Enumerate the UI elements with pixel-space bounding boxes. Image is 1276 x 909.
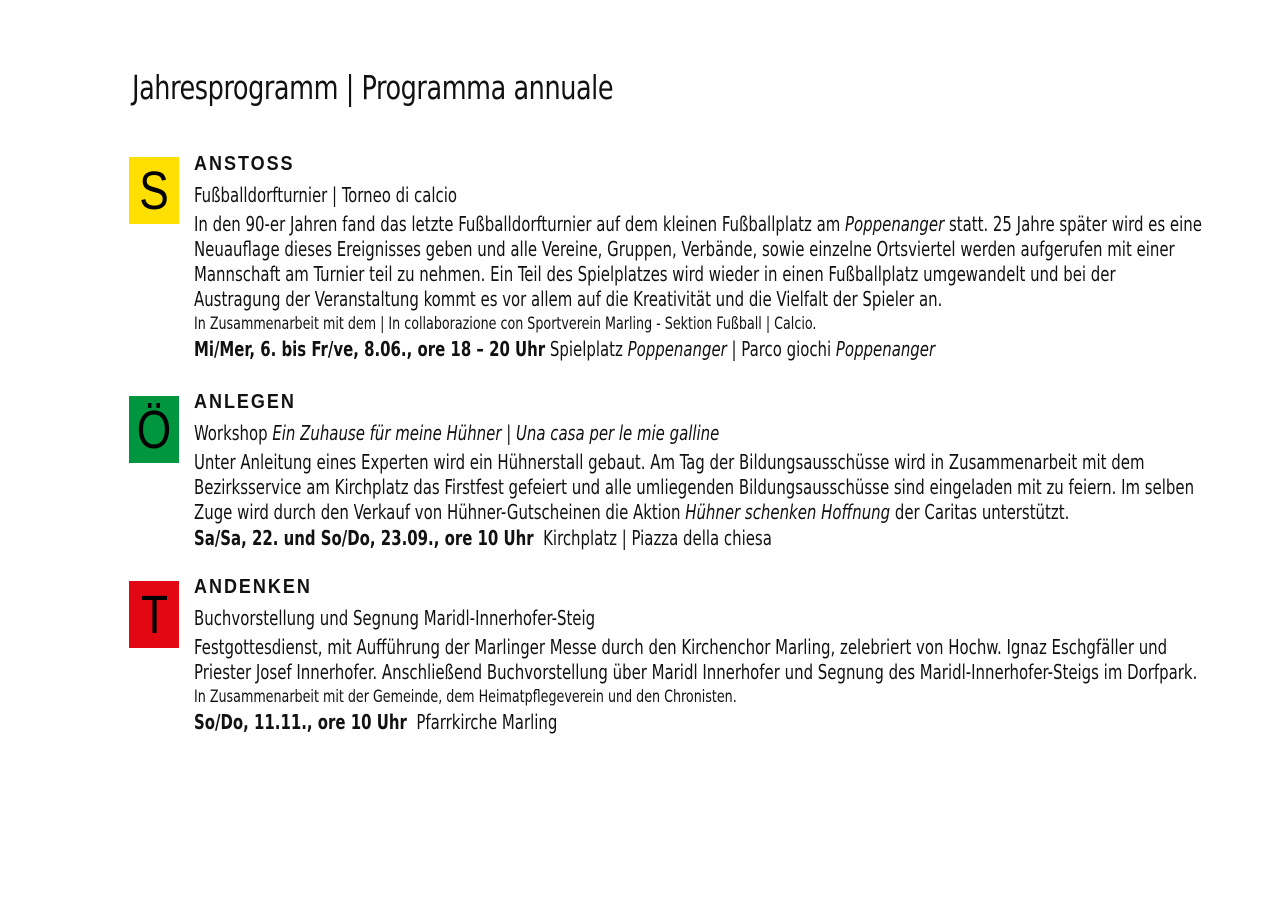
letter-badge-t (129, 581, 179, 648)
badge-letter: Ö (136, 399, 172, 460)
section-text-block (194, 420, 1204, 551)
letter-badge-s (129, 157, 179, 224)
event-date: Sa/Sa, 22. und So/Do, 23.09., ore 10 Uhr (194, 526, 534, 550)
section-heading: ANDENKEN (194, 576, 312, 598)
section-text-block (194, 182, 1204, 362)
section-collaboration-note: In Zusammenarbeit mit der Gemeinde, dem Heimatpflegeverein und den Chronisten. (194, 687, 737, 707)
section-description: In den 90-er Jahren fand das letzte Fußballdorfturnier auf dem kleinen Fußballplatz am Poppenanger statt. 25 Jahre später wird es eine Neuauflage dieses Ereignisses geben und alle Vereine, Gruppen, Verbände, sowie einzelne Ortsviertel werden aufgerufen mit einer Mannschaft am Turnier teil zu nehmen. Ein Teil des Spielplatzes wird wieder in einen Fußballplatz umgewandelt und bei der Austragung der Veranstaltung kommt es vor allem auf die Kreativität und die Vielfalt der Spieler an. (194, 212, 1202, 311)
event-date: Mi/Mer, 6. bis Fr/ve, 8.06., ore 18 – 20 Uhr (194, 337, 546, 361)
badge-letter: T (140, 584, 168, 645)
section-text-block (194, 605, 1204, 735)
page-title: Jahresprogramm | Programma annuale (132, 68, 614, 107)
section-date-place: Sa/Sa, 22. und So/Do, 23.09., ore 10 Uhr Kirchplatz | Piazza della chiesa (194, 526, 772, 550)
section-heading: ANSTOSS (194, 153, 295, 175)
section-content (194, 389, 1204, 551)
section-subtitle: Buchvorstellung und Segnung Maridl-Innerhofer-Steig (194, 606, 596, 630)
section-subtitle: Workshop Ein Zuhause für meine Hühner | Una casa per le mie galline (194, 421, 720, 445)
badge-letter: S (139, 160, 169, 221)
section-content (194, 574, 1204, 735)
section-description: Festgottesdienst, mit Aufführung der Marlinger Messe durch den Kirchenchor Marling, zelebriert von Hochw. Ignaz Eschgfäller und Priester Josef Innerhofer. Anschließend Buchvorstellung über Maridl Innerhofer und Segnung des Maridl-Innerhofer-Steigs im Dorfpark. (194, 635, 1198, 684)
section-date-place: So/Do, 11.11., ore 10 Uhr Pfarrkirche Marling (194, 710, 558, 734)
section-content (194, 151, 1204, 362)
section-subtitle: Fußballdorfturnier | Torneo di calcio (194, 183, 458, 207)
section-collaboration-note: In Zusammenarbeit mit dem | In collaborazione con Sportverein Marling - Sektion Fußball | Calcio. (194, 314, 817, 334)
event-date: So/Do, 11.11., ore 10 Uhr (194, 710, 407, 734)
section-date-place: Mi/Mer, 6. bis Fr/ve, 8.06., ore 18 – 20 Uhr Spielplatz Poppenanger | Parco giochi Poppenanger (194, 337, 936, 361)
section-description: Unter Anleitung eines Experten wird ein Hühnerstall gebaut. Am Tag der Bildungsausschüsse wird in Zusammenarbeit mit dem Bezirksservice am Kirchplatz das Firstfest gefeiert und alle umliegenden Bildungsausschüsse sind eingeladen mit zu feiern. Im selben Zuge wird durch den Verkauf von Hühner-Gutscheinen die Aktion Hühner schenken Hoffnung der Caritas unterstützt. (194, 450, 1195, 524)
section-heading: ANLEGEN (194, 391, 296, 413)
letter-badge-oe (129, 396, 179, 463)
